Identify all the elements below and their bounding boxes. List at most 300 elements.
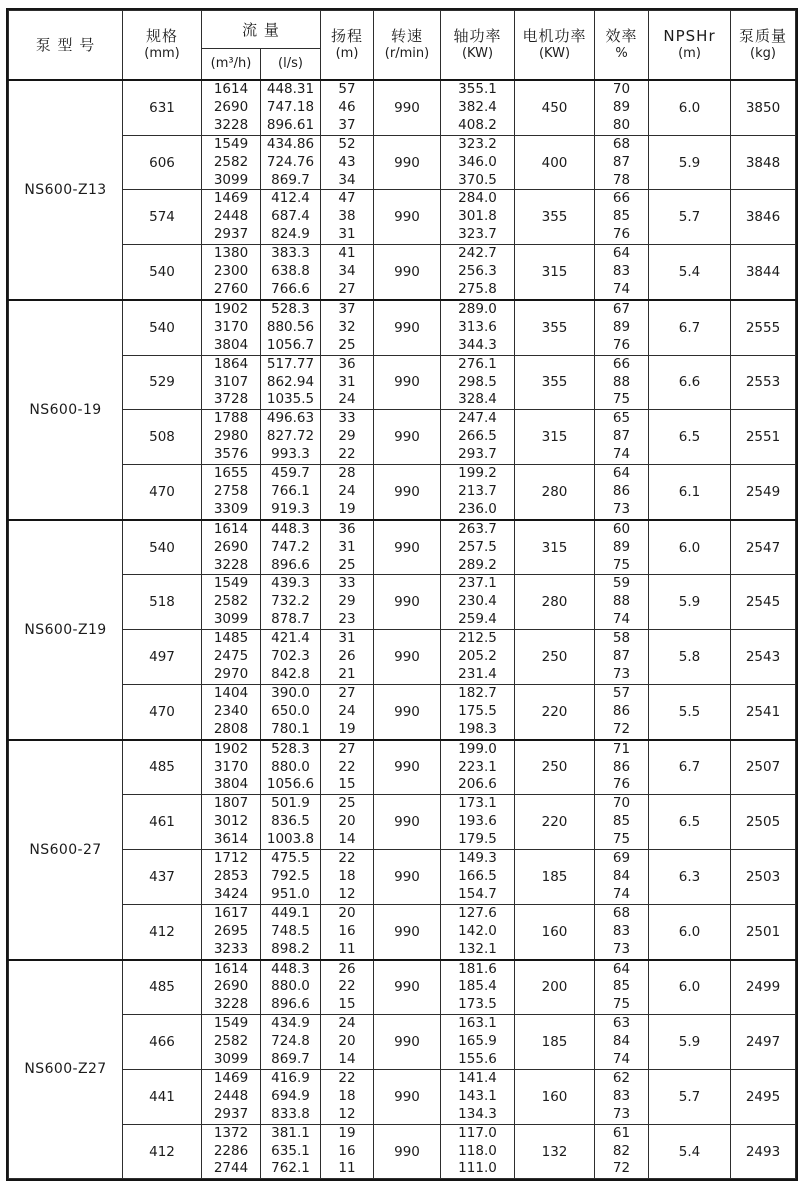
cell-line: 141.4 [458, 1069, 497, 1086]
cell-motor-power: 185 [515, 1015, 595, 1070]
cell-line: 638.8 [271, 263, 310, 280]
cell-motor-power: 200 [515, 960, 595, 1015]
cell-npshr: 5.8 [649, 630, 731, 685]
cell-flow-ls [261, 960, 321, 1015]
cell-line: 766.6 [271, 280, 310, 297]
cell-flow-m3h [202, 300, 261, 355]
cell-mass: 2553 [731, 355, 796, 410]
cell-flow-m3h [202, 1124, 261, 1179]
cell-shaft-power [441, 80, 515, 135]
cell-line: 475.5 [271, 850, 310, 867]
cell-speed: 990 [374, 1069, 441, 1124]
table-row [9, 740, 796, 795]
cell-line: 75 [612, 831, 631, 848]
cell-shaft-power [441, 355, 515, 410]
cell-line: 28 [338, 465, 356, 482]
cell-line: 1003.8 [266, 831, 315, 848]
cell-line: 84 [612, 867, 631, 884]
cell-motor-power: 355 [515, 355, 595, 410]
cell-shaft-power [441, 795, 515, 850]
cell-efficiency [595, 740, 649, 795]
cell-line: 173.1 [458, 795, 497, 812]
cell-npshr: 6.0 [649, 80, 731, 135]
cell-line: 3228 [213, 996, 249, 1013]
cell-line: 2690 [213, 98, 249, 115]
cell-mass: 2547 [731, 520, 796, 575]
cell-line: 166.5 [458, 867, 497, 884]
table-row [9, 300, 796, 355]
table-row [9, 904, 796, 959]
cell-line: 142.0 [458, 922, 497, 939]
table-row [9, 355, 796, 410]
cell-line: 3170 [213, 318, 249, 335]
cell-line: 74 [612, 611, 631, 628]
cell-spec: 485 [123, 960, 202, 1015]
cell-line: 2340 [213, 702, 249, 719]
cell-line: 289.2 [458, 556, 497, 573]
cell-line: 1864 [213, 355, 249, 372]
cell-line: 31 [338, 373, 356, 390]
table-row [9, 960, 796, 1015]
cell-flow-m3h [202, 1015, 261, 1070]
cell-flow-m3h [202, 355, 261, 410]
cell-line: 3576 [213, 446, 249, 463]
cell-line: 47 [338, 190, 356, 207]
cell-line: 383.3 [271, 245, 310, 262]
cell-line: 181.6 [458, 960, 497, 977]
cell-line: 878.7 [271, 611, 310, 628]
header-npshr-label: NPSHr [663, 27, 716, 45]
cell-line: 12 [338, 885, 356, 902]
cell-line: 73 [612, 940, 631, 957]
cell-line: 862.94 [266, 373, 315, 390]
cell-spec: 518 [123, 575, 202, 630]
cell-line: 223.1 [458, 758, 497, 775]
cell-spec: 485 [123, 740, 202, 795]
cell-line: 880.56 [266, 318, 315, 335]
cell-flow-ls [261, 135, 321, 190]
cell-line: 24 [338, 1015, 356, 1032]
cell-line: 1614 [213, 960, 249, 977]
cell-efficiency [595, 960, 649, 1015]
cell-efficiency [595, 684, 649, 739]
cell-line: 155.6 [458, 1051, 497, 1068]
cell-line: 762.1 [271, 1160, 310, 1177]
table-row [9, 410, 796, 465]
cell-spec: 529 [123, 355, 202, 410]
cell-line: 2758 [213, 482, 249, 499]
header-flow-m3h: (m³/h) [202, 49, 261, 81]
cell-flow-m3h [202, 960, 261, 1015]
cell-line: 3228 [213, 556, 249, 573]
table-row [9, 245, 796, 300]
cell-line: 26 [338, 648, 356, 665]
cell-line: 117.0 [458, 1124, 497, 1141]
cell-line: 344.3 [458, 336, 497, 353]
cell-line: 2937 [213, 226, 249, 243]
cell-head [321, 135, 374, 190]
cell-shaft-power [441, 684, 515, 739]
cell-line: 33 [338, 410, 356, 427]
cell-shaft-power [441, 1069, 515, 1124]
cell-flow-ls [261, 410, 321, 465]
cell-line: 1549 [213, 135, 249, 152]
cell-line: 71 [612, 740, 631, 757]
cell-npshr: 5.5 [649, 684, 731, 739]
table-row [9, 1124, 796, 1179]
cell-line: 65 [612, 410, 631, 427]
cell-motor-power: 160 [515, 1069, 595, 1124]
cell-line: 66 [612, 355, 631, 372]
header-motor-power-unit: (KW) [538, 46, 571, 61]
cell-efficiency [595, 355, 649, 410]
cell-flow-m3h [202, 795, 261, 850]
cell-line: 3309 [213, 500, 249, 517]
cell-line: 3228 [213, 116, 249, 133]
cell-spec: 606 [123, 135, 202, 190]
cell-line: 439.3 [271, 575, 310, 592]
cell-motor-power: 355 [515, 300, 595, 355]
cell-head [321, 684, 374, 739]
cell-line: 459.7 [271, 465, 310, 482]
cell-line: 185.4 [458, 978, 497, 995]
cell-line: 236.0 [458, 500, 497, 517]
cell-motor-power: 185 [515, 850, 595, 905]
table-row [9, 1015, 796, 1070]
cell-line: 111.0 [458, 1160, 497, 1177]
cell-spec: 461 [123, 795, 202, 850]
cell-line: 80 [612, 116, 631, 133]
cell-line: 70 [612, 795, 631, 812]
cell-spec: 540 [123, 300, 202, 355]
cell-line: 22 [338, 850, 356, 867]
cell-line: 346.0 [458, 153, 497, 170]
cell-line: 163.1 [458, 1015, 497, 1032]
cell-line: 86 [612, 702, 631, 719]
cell-line: 193.6 [458, 813, 497, 830]
cell-head [321, 465, 374, 520]
cell-line: 748.5 [271, 922, 310, 939]
cell-spec: 466 [123, 1015, 202, 1070]
cell-head [321, 300, 374, 355]
cell-line: 2448 [213, 1087, 249, 1104]
cell-npshr: 6.3 [649, 850, 731, 905]
cell-line: 18 [338, 867, 356, 884]
cell-head [321, 850, 374, 905]
cell-speed: 990 [374, 190, 441, 245]
cell-speed: 990 [374, 795, 441, 850]
cell-speed: 990 [374, 300, 441, 355]
cell-line: 84 [612, 1033, 631, 1050]
cell-line: 66 [612, 190, 631, 207]
cell-line: 76 [612, 336, 631, 353]
cell-mass: 2507 [731, 740, 796, 795]
cell-line: 3614 [213, 831, 249, 848]
cell-flow-ls [261, 300, 321, 355]
cell-spec: 540 [123, 245, 202, 300]
cell-line: 76 [612, 776, 631, 793]
cell-line: 2582 [213, 1033, 249, 1050]
cell-line: 1807 [213, 795, 249, 812]
cell-shaft-power [441, 190, 515, 245]
cell-line: 747.2 [271, 538, 310, 555]
cell-speed: 990 [374, 135, 441, 190]
cell-line: 635.1 [271, 1142, 310, 1159]
cell-line: 213.7 [458, 482, 497, 499]
cell-flow-ls [261, 904, 321, 959]
cell-line: 1902 [213, 300, 249, 317]
cell-line: 1404 [213, 684, 249, 701]
cell-line: 896.61 [266, 116, 315, 133]
cell-line: 650.0 [271, 702, 310, 719]
cell-spec: 437 [123, 850, 202, 905]
cell-line: 1035.5 [266, 391, 315, 408]
cell-line: 22 [338, 446, 356, 463]
cell-line: 20 [338, 904, 356, 921]
cell-head [321, 1124, 374, 1179]
cell-line: 449.1 [271, 904, 310, 921]
cell-line: 517.77 [266, 355, 315, 372]
cell-line: 448.3 [271, 520, 310, 537]
cell-line: 3170 [213, 758, 249, 775]
cell-line: 25 [338, 795, 356, 812]
cell-efficiency [595, 410, 649, 465]
cell-line: 21 [338, 666, 356, 682]
pump-spec-table [6, 8, 798, 1181]
pump-table [8, 10, 796, 1179]
cell-head [321, 410, 374, 465]
cell-spec: 441 [123, 1069, 202, 1124]
cell-line: 57 [338, 81, 356, 97]
cell-line: 14 [338, 831, 356, 848]
cell-line: 64 [612, 960, 631, 977]
cell-line: 496.63 [266, 410, 315, 427]
cell-line: 31 [338, 226, 356, 243]
cell-line: 2448 [213, 208, 249, 225]
cell-efficiency [595, 575, 649, 630]
cell-line: 896.6 [271, 556, 310, 573]
cell-npshr: 6.0 [649, 960, 731, 1015]
cell-efficiency [595, 1015, 649, 1070]
cell-line: 284.0 [458, 190, 497, 207]
header-efficiency-unit: % [615, 46, 628, 61]
cell-npshr: 6.7 [649, 740, 731, 795]
header-mass-label: 泵质量 [738, 27, 787, 45]
cell-line: 880.0 [271, 758, 310, 775]
cell-line: 313.6 [458, 318, 497, 335]
cell-line: 382.4 [458, 98, 497, 115]
cell-npshr: 5.4 [649, 245, 731, 300]
cell-line: 528.3 [271, 300, 310, 317]
cell-line: 732.2 [271, 593, 310, 610]
header-speed-unit: (r/min) [384, 46, 430, 61]
cell-flow-m3h [202, 245, 261, 300]
header-efficiency-label: 效率 [605, 27, 638, 45]
cell-motor-power: 160 [515, 904, 595, 959]
cell-head [321, 245, 374, 300]
cell-line: 38 [338, 208, 356, 225]
cell-speed: 990 [374, 740, 441, 795]
cell-line: 15 [338, 996, 356, 1013]
cell-mass: 2549 [731, 465, 796, 520]
cell-spec: 470 [123, 684, 202, 739]
cell-head [321, 630, 374, 685]
cell-line: 22 [338, 758, 356, 775]
cell-line: 11 [338, 940, 356, 957]
cell-spec: 574 [123, 190, 202, 245]
cell-line: 22 [338, 978, 356, 995]
cell-motor-power: 315 [515, 245, 595, 300]
header-speed-label: 转速 [390, 27, 423, 45]
cell-line: 86 [612, 482, 631, 499]
cell-line: 205.2 [458, 648, 497, 665]
cell-flow-m3h [202, 575, 261, 630]
cell-line: 83 [612, 1087, 631, 1104]
cell-npshr: 6.1 [649, 465, 731, 520]
cell-motor-power: 132 [515, 1124, 595, 1179]
cell-line: 2808 [213, 720, 249, 737]
cell-speed: 990 [374, 355, 441, 410]
cell-flow-ls [261, 190, 321, 245]
header-flow-ls: (l/s) [261, 49, 321, 81]
cell-efficiency [595, 520, 649, 575]
cell-line: 12 [338, 1105, 356, 1122]
cell-line: 323.2 [458, 135, 497, 152]
cell-mass: 2499 [731, 960, 796, 1015]
cell-line: 416.9 [271, 1069, 310, 1086]
cell-shaft-power [441, 740, 515, 795]
cell-line: 46 [338, 98, 356, 115]
cell-line: 231.4 [458, 666, 497, 682]
cell-efficiency [595, 630, 649, 685]
cell-line: 64 [612, 245, 631, 262]
cell-line: 36 [338, 355, 356, 372]
cell-line: 43 [338, 153, 356, 170]
cell-line: 206.6 [458, 776, 497, 793]
cell-line: 85 [612, 208, 631, 225]
cell-line: 19 [338, 720, 356, 737]
cell-line: 68 [612, 135, 631, 152]
header-mass-unit: (kg) [750, 46, 776, 61]
header-motor-power [515, 11, 595, 81]
cell-line: 19 [338, 1124, 356, 1141]
header-head-unit: (m) [335, 46, 359, 61]
cell-head [321, 355, 374, 410]
cell-line: 323.7 [458, 226, 497, 243]
cell-line: 74 [612, 1051, 631, 1068]
cell-line: 694.9 [271, 1087, 310, 1104]
cell-line: 3012 [213, 813, 249, 830]
cell-speed: 990 [374, 575, 441, 630]
cell-mass: 3850 [731, 80, 796, 135]
cell-line: 1614 [213, 520, 249, 537]
cell-line: 434.86 [266, 135, 315, 152]
cell-line: 64 [612, 465, 631, 482]
cell-line: 88 [612, 373, 631, 390]
cell-flow-ls [261, 465, 321, 520]
cell-flow-ls [261, 520, 321, 575]
cell-line: 263.7 [458, 520, 497, 537]
cell-mass: 2505 [731, 795, 796, 850]
cell-line: 276.1 [458, 355, 497, 372]
cell-line: 1380 [213, 245, 249, 262]
cell-line: 14 [338, 1051, 356, 1068]
cell-line: 993.3 [271, 446, 310, 463]
cell-flow-ls [261, 740, 321, 795]
cell-shaft-power [441, 575, 515, 630]
cell-flow-m3h [202, 740, 261, 795]
header-head [321, 11, 374, 81]
cell-head [321, 740, 374, 795]
cell-line: 1549 [213, 575, 249, 592]
cell-efficiency [595, 904, 649, 959]
header-model: 泵 型 号 [9, 11, 123, 81]
cell-model: NS600-Z13 [9, 80, 123, 300]
table-row [9, 684, 796, 739]
cell-spec: 470 [123, 465, 202, 520]
cell-line: 143.1 [458, 1087, 497, 1104]
cell-line: 41 [338, 245, 356, 262]
cell-motor-power: 220 [515, 795, 595, 850]
cell-shaft-power [441, 630, 515, 685]
cell-efficiency [595, 300, 649, 355]
cell-flow-m3h [202, 1069, 261, 1124]
cell-npshr: 5.9 [649, 1015, 731, 1070]
cell-line: 766.1 [271, 482, 310, 499]
cell-line: 370.5 [458, 171, 497, 188]
cell-spec: 412 [123, 1124, 202, 1179]
cell-npshr: 6.7 [649, 300, 731, 355]
cell-line: 2980 [213, 428, 249, 445]
header-speed [374, 11, 441, 81]
cell-model: NS600-Z27 [9, 960, 123, 1179]
cell-line: 18 [338, 1087, 356, 1104]
cell-flow-ls [261, 630, 321, 685]
table-row [9, 795, 796, 850]
header-efficiency [595, 11, 649, 81]
cell-shaft-power [441, 520, 515, 575]
cell-line: 63 [612, 1015, 631, 1032]
cell-shaft-power [441, 850, 515, 905]
cell-line: 2300 [213, 263, 249, 280]
cell-line: 1372 [213, 1124, 249, 1141]
cell-line: 919.3 [271, 500, 310, 517]
cell-line: 869.7 [271, 1051, 310, 1068]
cell-line: 34 [338, 171, 356, 188]
header-flow: 流 量 [202, 11, 321, 49]
cell-line: 173.5 [458, 996, 497, 1013]
cell-line: 83 [612, 922, 631, 939]
cell-mass: 2551 [731, 410, 796, 465]
cell-mass: 2543 [731, 630, 796, 685]
cell-line: 27 [338, 280, 356, 297]
cell-efficiency [595, 135, 649, 190]
cell-line: 74 [612, 280, 631, 297]
cell-line: 89 [612, 98, 631, 115]
cell-npshr: 5.7 [649, 1069, 731, 1124]
header-motor-power-label: 电机功率 [522, 27, 587, 45]
header-spec-unit: (mm) [144, 46, 180, 61]
cell-shaft-power [441, 410, 515, 465]
cell-line: 355.1 [458, 81, 497, 97]
cell-speed: 990 [374, 465, 441, 520]
cell-line: 60 [612, 520, 631, 537]
cell-line: 11 [338, 1160, 356, 1177]
cell-motor-power: 280 [515, 575, 595, 630]
cell-mass: 3848 [731, 135, 796, 190]
cell-line: 1056.7 [266, 336, 315, 353]
cell-motor-power: 220 [515, 684, 595, 739]
